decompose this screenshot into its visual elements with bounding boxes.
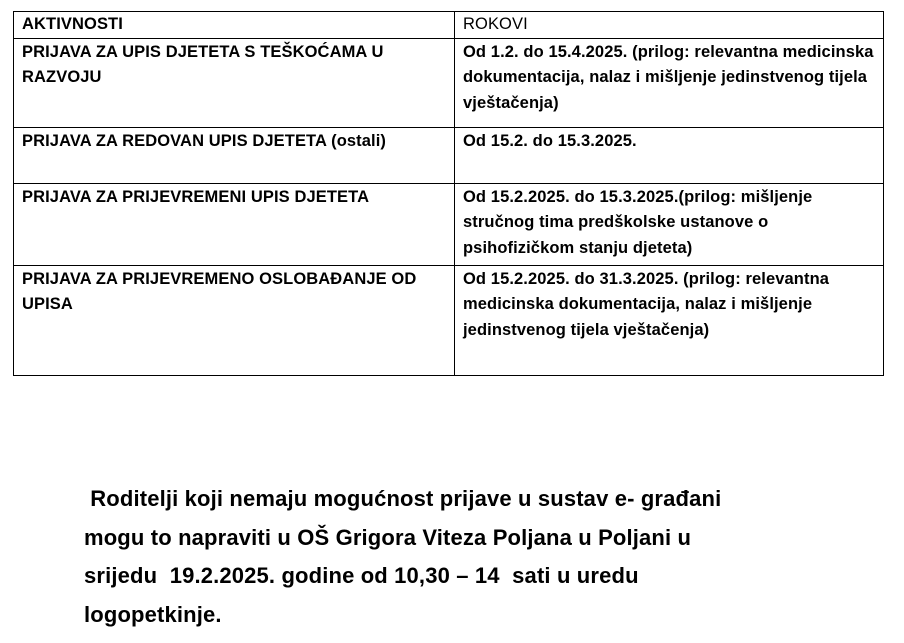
table-header-row [14,12,884,39]
deadline-cell: Od 15.2.2025. do 15.3.2025.(prilog: mišljenje stručnog tima predškolske ustanove o psihofizičkom stanju djeteta) [455,183,884,265]
table-row [14,38,884,127]
notice-line: Roditelji koji nemaju mogućnost prijave u sustav e- građani [84,486,722,511]
header-activities: AKTIVNOSTI [14,12,455,39]
header-deadlines: ROKOVI [455,12,884,39]
table-row [14,265,884,375]
notice-line: logopetkinje. [84,601,222,627]
deadline-cell: Od 15.2. do 15.3.2025. [455,127,884,183]
enrollment-schedule-table [13,11,884,376]
deadline-cell: Od 1.2. do 15.4.2025. (prilog: relevantna medicinska dokumentacija, nalaz i mišljenje jedinstvenog tijela vještačenja) [455,38,884,127]
deadline-cell: Od 15.2.2025. do 31.3.2025. (prilog: relevantna medicinska dokumentacija, nalaz i mišljenje jedinstvenog tijela vještačenja) [455,265,884,375]
activity-cell: PRIJAVA ZA UPIS DJETETA S TEŠKOĆAMA U RAZVOJU [14,38,455,127]
activity-cell: PRIJAVA ZA PRIJEVREMENI UPIS DJETETA [14,183,455,265]
notice-line: mogu to napraviti u OŠ Grigora Viteza Poljana u Poljani u [84,524,692,550]
activity-cell: PRIJAVA ZA PRIJEVREMENO OSLOBAĐANJE OD UPISA [14,265,455,375]
activity-cell: PRIJAVA ZA REDOVAN UPIS DJETETA (ostali) [14,127,455,183]
notice-line: srijedu 19.2.2025. godine od 10,30 – 14 sati u uredu [84,563,639,588]
parent-notice-paragraph [84,480,864,634]
table-row [14,127,884,183]
table-row [14,183,884,265]
